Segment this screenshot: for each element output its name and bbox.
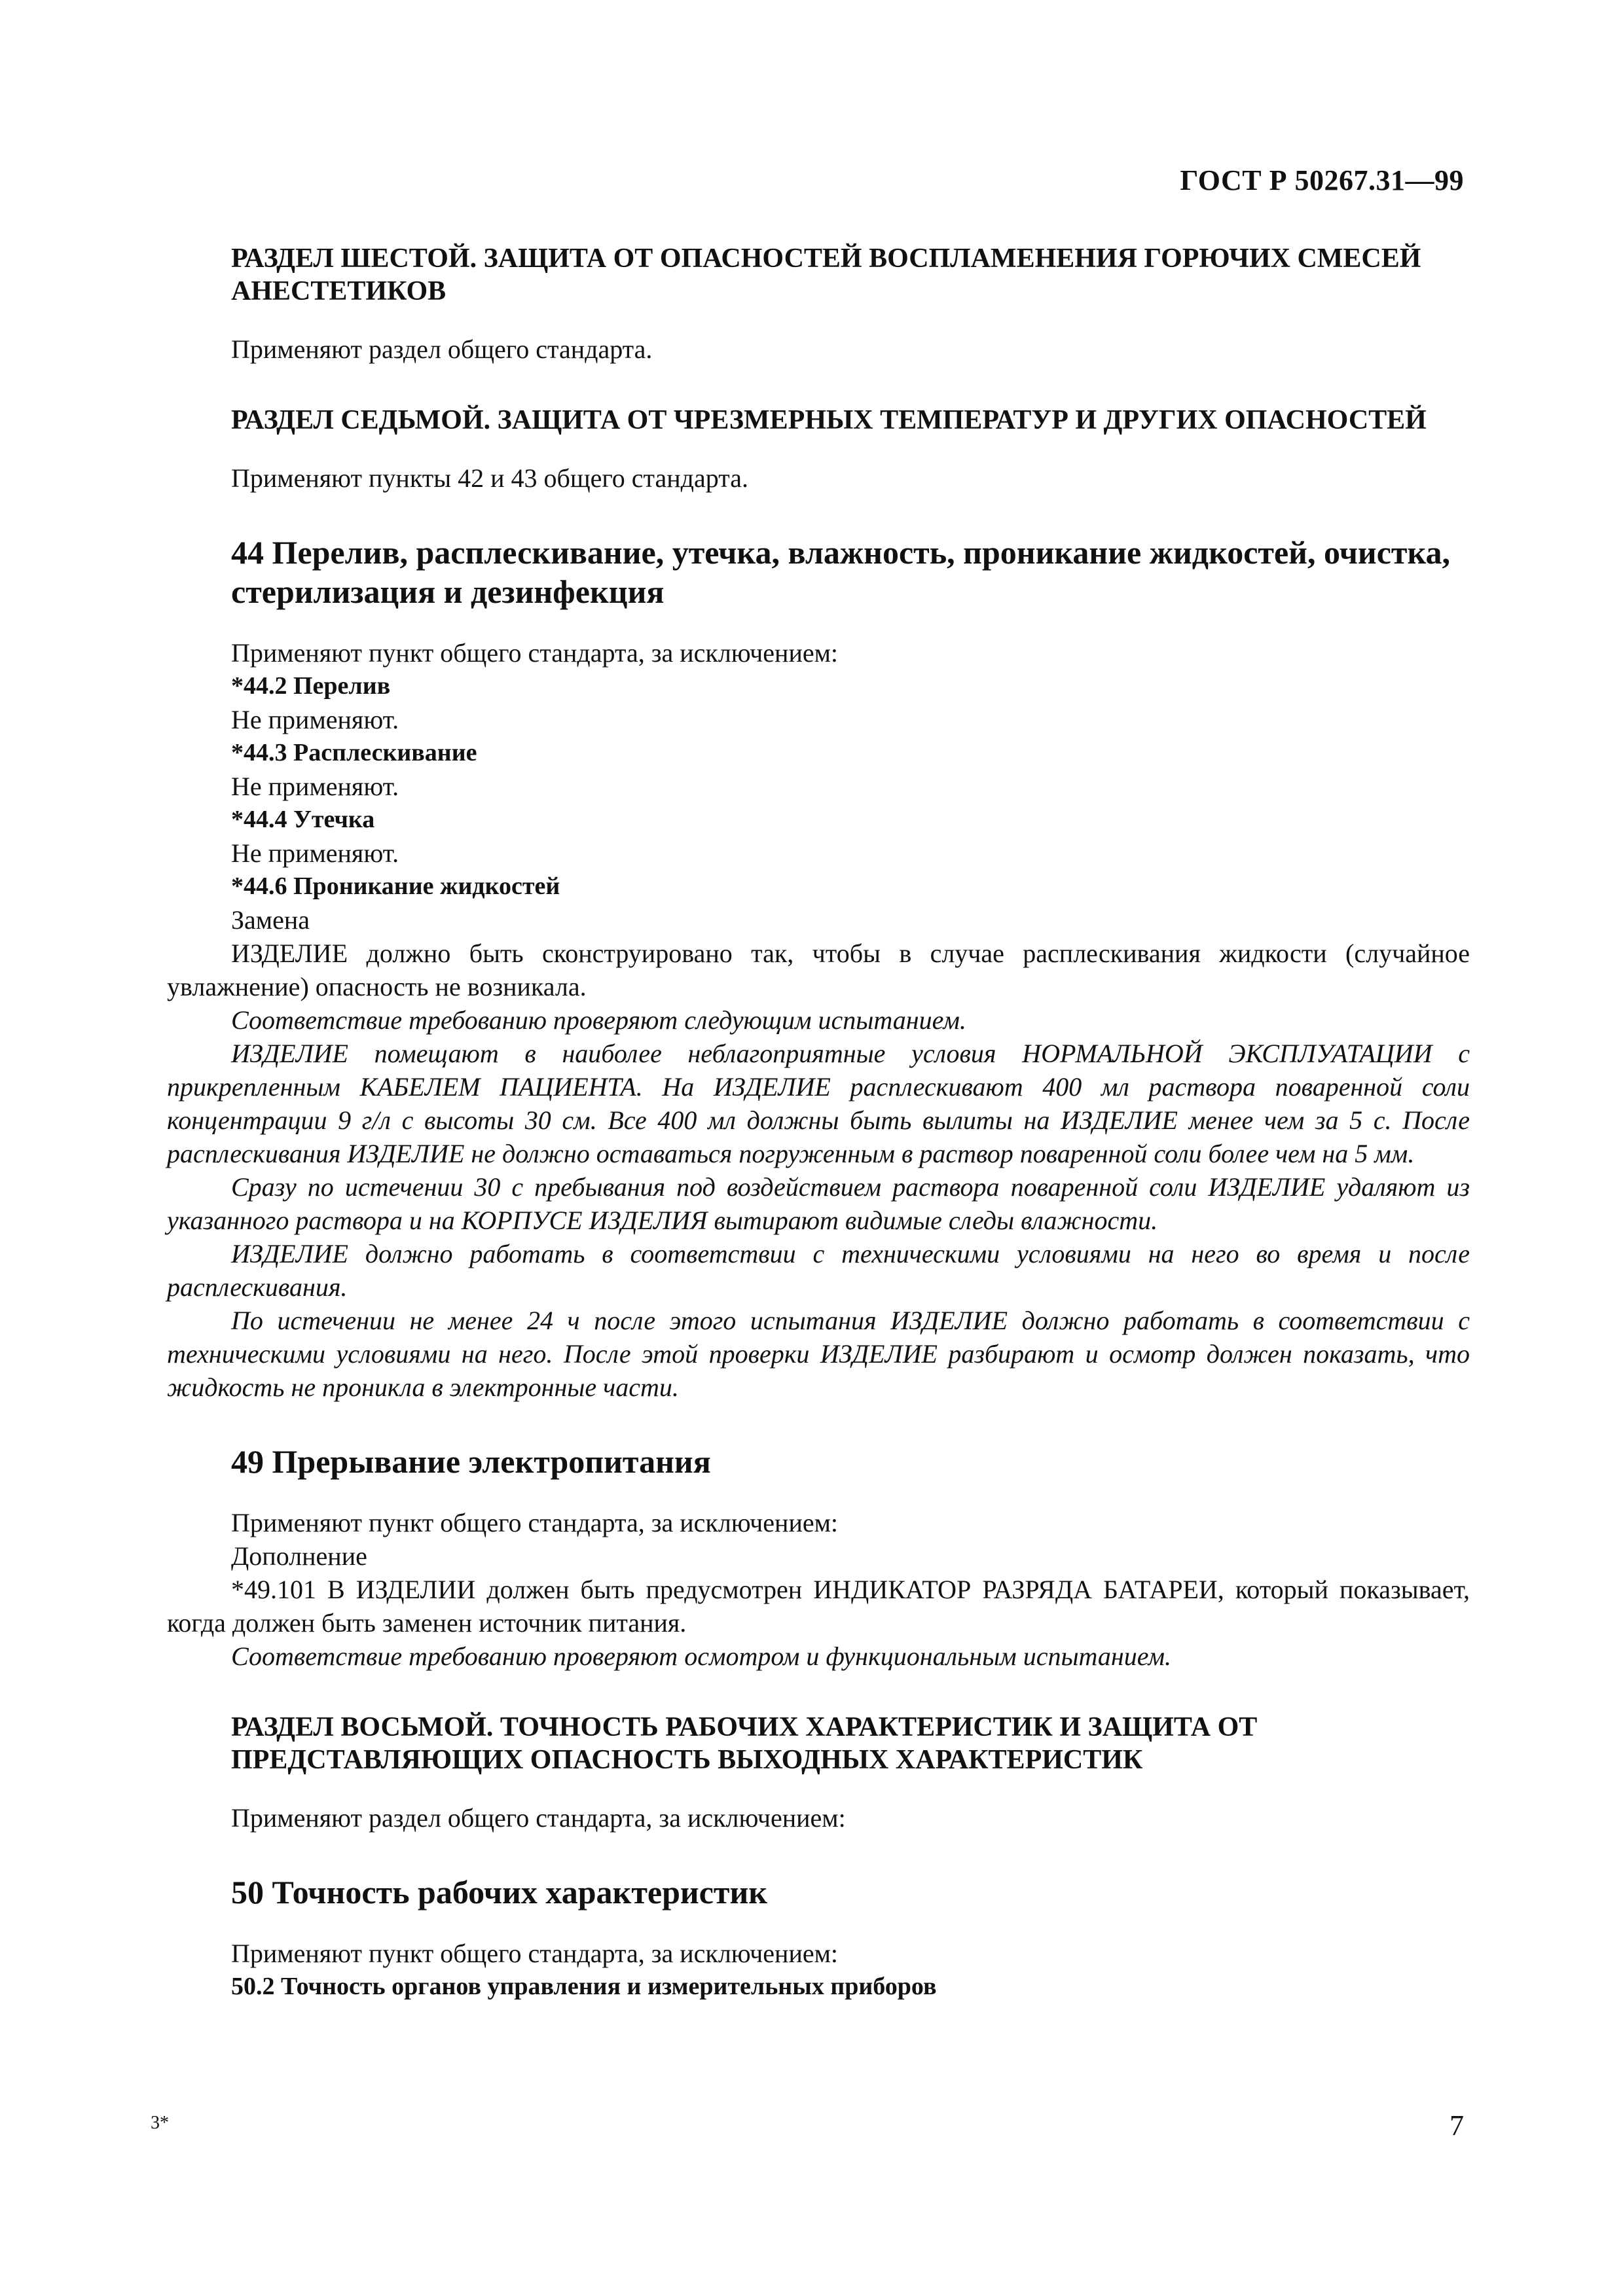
clause-44-paragraph-6: По истечении не менее 24 ч после этого испытания ИЗДЕЛИЕ должно работать в соответствии с техническими условиями на него. После этой проверки ИЗДЕЛИЕ разбирают и осмотр должен показать, что жидкость не проникла в электронные части.: [167, 1306, 1470, 1402]
subclause-44-6-label: Замена: [231, 905, 310, 935]
clause-44-title: 44 Перелив, расплескивание, утечка, влажность, проникание жидкостей, очистка, стерилизация и дезинфекция: [231, 534, 1451, 610]
clause-49-title: 49 Прерывание электропитания: [231, 1443, 711, 1480]
sheet-mark: 3*: [151, 2113, 169, 2133]
clause-44-intro: Применяют пункт общего стандарта, за исключением:: [231, 638, 839, 668]
clause-49-label: Дополнение: [231, 1541, 367, 1571]
subclause-44-2-title: *44.2 Перелив: [231, 672, 391, 700]
section-8-title: РАЗДЕЛ ВОСЬМОЙ. ТОЧНОСТЬ РАБОЧИХ ХАРАКТЕРИСТИК И ЗАЩИТА ОТ ПРЕДСТАВЛЯЮЩИХ ОПАСНОСТЬ ВЫХОДНЫХ ХАРАКТЕРИСТИК: [231, 1712, 1258, 1775]
section-6-title: РАЗДЕЛ ШЕСТОЙ. ЗАЩИТА ОТ ОПАСНОСТЕЙ ВОСПЛАМЕНЕНИЯ ГОРЮЧИХ СМЕСЕЙ АНЕСТЕТИКОВ: [231, 243, 1421, 306]
clause-44-paragraph-1: ИЗДЕЛИЕ должно быть сконструировано так, чтобы в случае расплескивания жидкости (случайное увлажнение) опасность не возникала.: [167, 939, 1470, 1001]
clause-49-intro: Применяют пункт общего стандарта, за исключением:: [231, 1508, 839, 1537]
subclause-44-3-text: Не применяют.: [231, 772, 399, 801]
subclause-44-4-title: *44.4 Утечка: [231, 806, 375, 833]
subclause-50-2-title: 50.2 Точность органов управления и измерительных приборов: [231, 1973, 937, 2000]
clause-44-paragraph-4: Сразу по истечении 30 с пребывания под воздействием раствора поваренной соли ИЗДЕЛИЕ удаляют из указанного раствора и на КОРПУСЕ ИЗДЕЛИЯ вытирают видимые следы влажности.: [167, 1172, 1470, 1235]
clause-49-paragraph-2: Соответствие требованию проверяют осмотром и функциональным испытанием.: [231, 1641, 1172, 1671]
clause-50-intro: Применяют пункт общего стандарта, за исключением:: [231, 1939, 839, 1968]
clause-49-paragraph-1: *49.101 В ИЗДЕЛИИ должен быть предусмотрен ИНДИКАТОР РАЗРЯДА БАТАРЕИ, который показывает, когда должен быть заменен источник питания.: [167, 1575, 1470, 1638]
subclause-44-6-title: *44.6 Проникание жидкостей: [231, 872, 560, 900]
clause-44-paragraph-5: ИЗДЕЛИЕ должно работать в соответствии с техническими условиями на него во время и после расплескивания.: [167, 1239, 1470, 1302]
section-7-title: РАЗДЕЛ СЕДЬМОЙ. ЗАЩИТА ОТ ЧРЕЗМЕРНЫХ ТЕМПЕРАТУР И ДРУГИХ ОПАСНОСТЕЙ: [231, 405, 1427, 435]
subclause-44-4-text: Не применяют.: [231, 838, 399, 868]
section-8-text: Применяют раздел общего стандарта, за исключением:: [231, 1803, 846, 1833]
subclause-44-3-title: *44.3 Расплескивание: [231, 739, 477, 766]
section-7-text: Применяют пункты 42 и 43 общего стандарта.: [231, 463, 748, 493]
clause-44-paragraph-2: Соответствие требованию проверяют следующим испытанием.: [231, 1005, 966, 1035]
page-number: 7: [1450, 2109, 1464, 2142]
standard-code: ГОСТ Р 50267.31—99: [1180, 164, 1464, 196]
clause-50-title: 50 Точность рабочих характеристик: [231, 1874, 768, 1910]
section-6-text: Применяют раздел общего стандарта.: [231, 334, 653, 364]
subclause-44-2-text: Не применяют.: [231, 705, 399, 734]
clause-44-paragraph-3: ИЗДЕЛИЕ помещают в наиболее неблагоприятные условия НОРМАЛЬНОЙ ЭКСПЛУАТАЦИИ с прикрепленным КАБЕЛЕМ ПАЦИЕНТА. На ИЗДЕЛИЕ расплескивают 400 мл раствора поваренной соли концентрации 9 г/л с высоты 30 см. Все 400 мл должны быть вылиты на ИЗДЕЛИЕ менее чем за 5 с. После расплескивания ИЗДЕЛИЕ не должно оставаться погруженным в раствор поваренной соли более чем на 5 мм.: [167, 1039, 1470, 1168]
page-content: [167, 242, 1470, 2003]
